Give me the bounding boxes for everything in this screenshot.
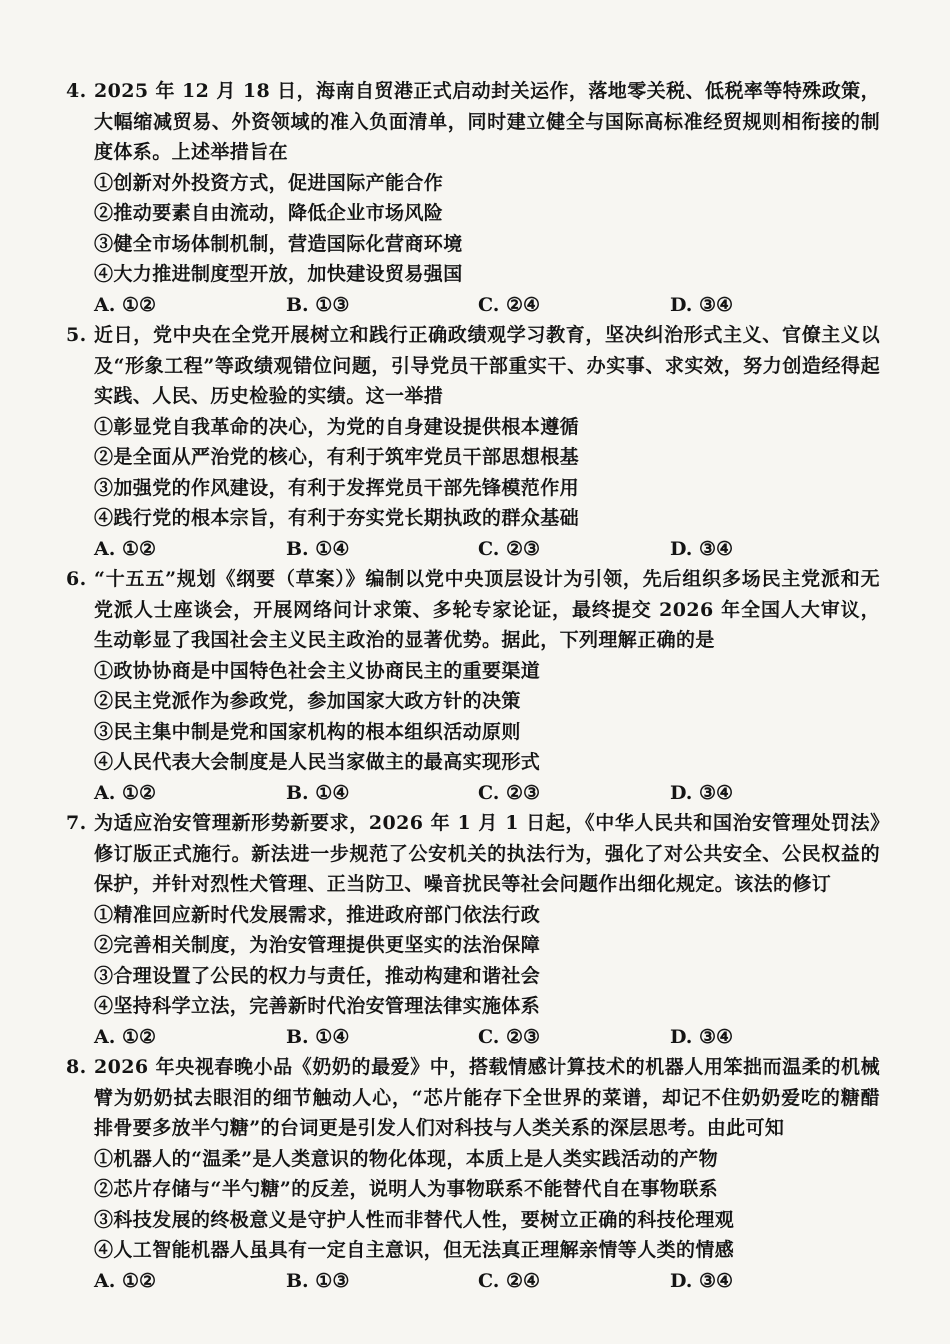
- statement-3: ③科技发展的终极意义是守护人性而非替代人性，要树立正确的科技伦理观: [94, 1208, 735, 1231]
- question-stem: [66, 1052, 880, 1144]
- question-number: 4.: [66, 80, 87, 102]
- answer-choices: [66, 1266, 880, 1297]
- question-text: 2026 年央视春晚小品《奶奶的最爱》中，搭载情感计算技术的机器人用笨拙而温柔的机械臂为奶奶拭去眼泪的细节触动人心，“芯片能存下全世界的菜谱，却记不住奶奶爱吃的糖醋排骨要多放半勺糖”的台词更是引发人们对科技与人类关系的深层思考。由此可知: [94, 1056, 880, 1139]
- statement-2: ②芯片存储与“半勺糖”的反差，说明人为事物联系不能替代自在事物联系: [94, 1178, 719, 1200]
- statement-3: ③合理设置了公民的权力与责任，推动构建和谐社会: [94, 964, 541, 987]
- statement-1: ①政协协商是中国特色社会主义协商民主的重要渠道: [94, 659, 541, 682]
- question-number: 8.: [66, 1056, 87, 1078]
- question-5: [66, 320, 880, 564]
- statement-3: ③民主集中制是党和国家机构的根本组织活动原则: [94, 720, 521, 743]
- choice-d: D. ③④: [670, 1269, 734, 1292]
- statement-1: ①彰显党自我革命的决心，为党的自身建设提供根本遵循: [94, 415, 580, 438]
- choice-b: B. ①③: [286, 293, 350, 316]
- answer-choices: [66, 290, 880, 321]
- statement-2: ②民主党派作为参政党，参加国家大政方针的决策: [94, 690, 521, 712]
- question-6: [66, 564, 880, 808]
- choice-c: C. ②③: [478, 537, 541, 560]
- question-stem: [66, 808, 880, 900]
- choice-a: A. ①②: [94, 1269, 157, 1292]
- statement-4: ④大力推进制度型开放，加快建设贸易强国: [94, 263, 463, 285]
- statement-1: ①精准回应新时代发展需求，推进政府部门依法行政: [94, 903, 541, 926]
- answer-choices: [66, 534, 880, 565]
- choice-a: A. ①②: [94, 537, 157, 560]
- choice-d: D. ③④: [670, 293, 734, 316]
- choice-a: A. ①②: [94, 293, 157, 316]
- choice-b: B. ①④: [286, 781, 350, 804]
- question-stem: [66, 564, 880, 656]
- choice-c: C. ②③: [478, 781, 541, 804]
- choice-b: B. ①④: [286, 1025, 350, 1048]
- question-4: [66, 76, 880, 320]
- question-stem: [66, 76, 880, 168]
- choice-d: D. ③④: [670, 537, 734, 560]
- statement-2: ②推动要素自由流动，降低企业市场风险: [94, 202, 444, 224]
- question-7: [66, 808, 880, 1052]
- statement-4: ④人民代表大会制度是人民当家做主的最高实现形式: [94, 751, 541, 773]
- question-8: [66, 1052, 880, 1296]
- answer-choices: [66, 1022, 880, 1053]
- answer-choices: [66, 778, 880, 809]
- statement-4: ④人工智能机器人虽具有一定自主意识，但无法真正理解亲情等人类的情感: [94, 1239, 735, 1261]
- statement-4: ④坚持科学立法，完善新时代治安管理法律实施体系: [94, 995, 541, 1017]
- statement-4: ④践行党的根本宗旨，有利于夯实党长期执政的群众基础: [94, 507, 580, 529]
- statement-2: ②是全面从严治党的核心，有利于筑牢党员干部思想根基: [94, 446, 580, 468]
- statement-1: ①创新对外投资方式，促进国际产能合作: [94, 171, 444, 194]
- choice-b: B. ①④: [286, 537, 350, 560]
- question-number: 6.: [66, 568, 87, 590]
- choice-c: C. ②④: [478, 293, 541, 316]
- choice-a: A. ①②: [94, 781, 157, 804]
- choice-c: C. ②③: [478, 1025, 541, 1048]
- question-text: 近日，党中央在全党开展树立和践行正确政绩观学习教育，坚决纠治形式主义、官僚主义以及“形象工程”等政绩观错位问题，引导党员干部重实干、办实事、求实效，努力创造经得起实践、人民、历史检验的实绩。这一举措: [94, 324, 880, 407]
- question-stem: [66, 320, 880, 412]
- choice-a: A. ①②: [94, 1025, 157, 1048]
- choice-b: B. ①③: [286, 1269, 350, 1292]
- statement-2: ②完善相关制度，为治安管理提供更坚实的法治保障: [94, 934, 541, 956]
- statement-3: ③健全市场体制机制，营造国际化营商环境: [94, 232, 463, 255]
- question-number: 5.: [66, 324, 87, 346]
- choice-d: D. ③④: [670, 1025, 734, 1048]
- question-text: 为适应治安管理新形势新要求，2026 年 1 月 1 日起，《中华人民共和国治安管理处罚法》修订版正式施行。新法进一步规范了公安机关的执法行为，强化了对公共安全、公民权益的保护，并针对烈性犬管理、正当防卫、噪音扰民等社会问题作出细化规定。该法的修订: [94, 812, 880, 895]
- question-text: 2025 年 12 月 18 日，海南自贸港正式启动封关运作，落地零关税、低税率等特殊政策，大幅缩减贸易、外资领域的准入负面清单，同时建立健全与国际高标准经贸规则相衔接的制度体系。上述举措旨在: [94, 80, 880, 163]
- question-text: “十五五”规划《纲要（草案）》编制以党中央顶层设计为引领，先后组织多场民主党派和无党派人士座谈会，开展网络问计求策、多轮专家论证，最终提交 2026 年全国人大审议，生动彰显了我国社会主义民主政治的显著优势。据此，下列理解正确的是: [94, 568, 880, 651]
- statement-3: ③加强党的作风建设，有利于发挥党员干部先锋模范作用: [94, 476, 580, 499]
- statement-1: ①机器人的“温柔”是人类意识的物化体现，本质上是人类实践活动的产物: [94, 1147, 719, 1170]
- choice-d: D. ③④: [670, 781, 734, 804]
- question-number: 7.: [66, 812, 87, 834]
- choice-c: C. ②④: [478, 1269, 541, 1292]
